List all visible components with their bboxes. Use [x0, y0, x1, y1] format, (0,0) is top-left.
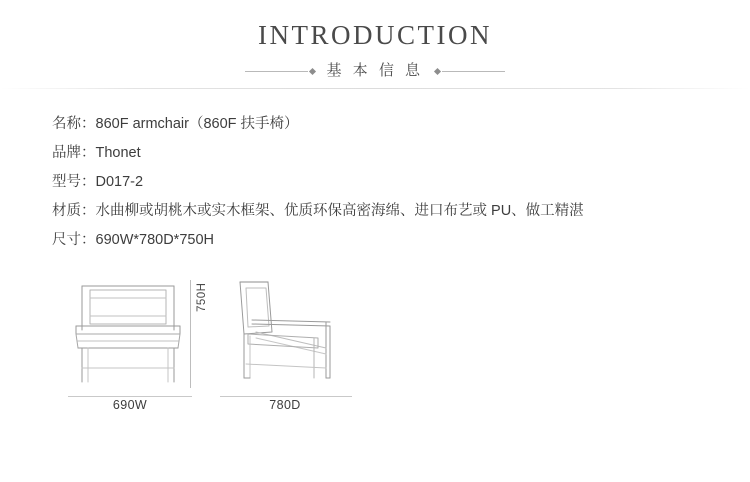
- page-subtitle: 基 本 信 息: [326, 62, 424, 79]
- subtitle-row: [0, 61, 750, 81]
- spec-material: 材质：水曲柳或胡桃木或实木框架、优质环保高密海绵、进口布艺或 PU、做工精湛: [52, 203, 584, 219]
- ornament-left-icon: [245, 69, 317, 74]
- page-header: [0, 0, 750, 81]
- ornament-right-icon: [433, 69, 505, 74]
- width-dimension-label: 690W: [112, 398, 148, 412]
- depth-dimension-label: 780D: [269, 398, 301, 412]
- side-dimension-rule: [220, 396, 352, 397]
- spec-brand: 品牌：Thonet: [52, 145, 141, 161]
- height-dimension-line: [190, 280, 191, 388]
- width-depth-dimension-row: [60, 396, 360, 418]
- spec-name: 名称：860F armchair（860F 扶手椅）: [52, 116, 299, 132]
- header-divider: [0, 88, 750, 89]
- specification-list: [52, 110, 712, 255]
- page-title: INTRODUCTION: [258, 20, 492, 50]
- spec-size: 尺寸：690W*780D*750H: [52, 232, 214, 248]
- dimension-drawing: [60, 268, 360, 428]
- spec-model: 型号：D017-2: [52, 174, 144, 190]
- front-dimension-rule: [68, 396, 192, 397]
- armchair-side-view-drawing: [222, 268, 350, 388]
- height-dimension-label: 750H: [196, 282, 208, 312]
- armchair-front-view-drawing: [68, 268, 188, 388]
